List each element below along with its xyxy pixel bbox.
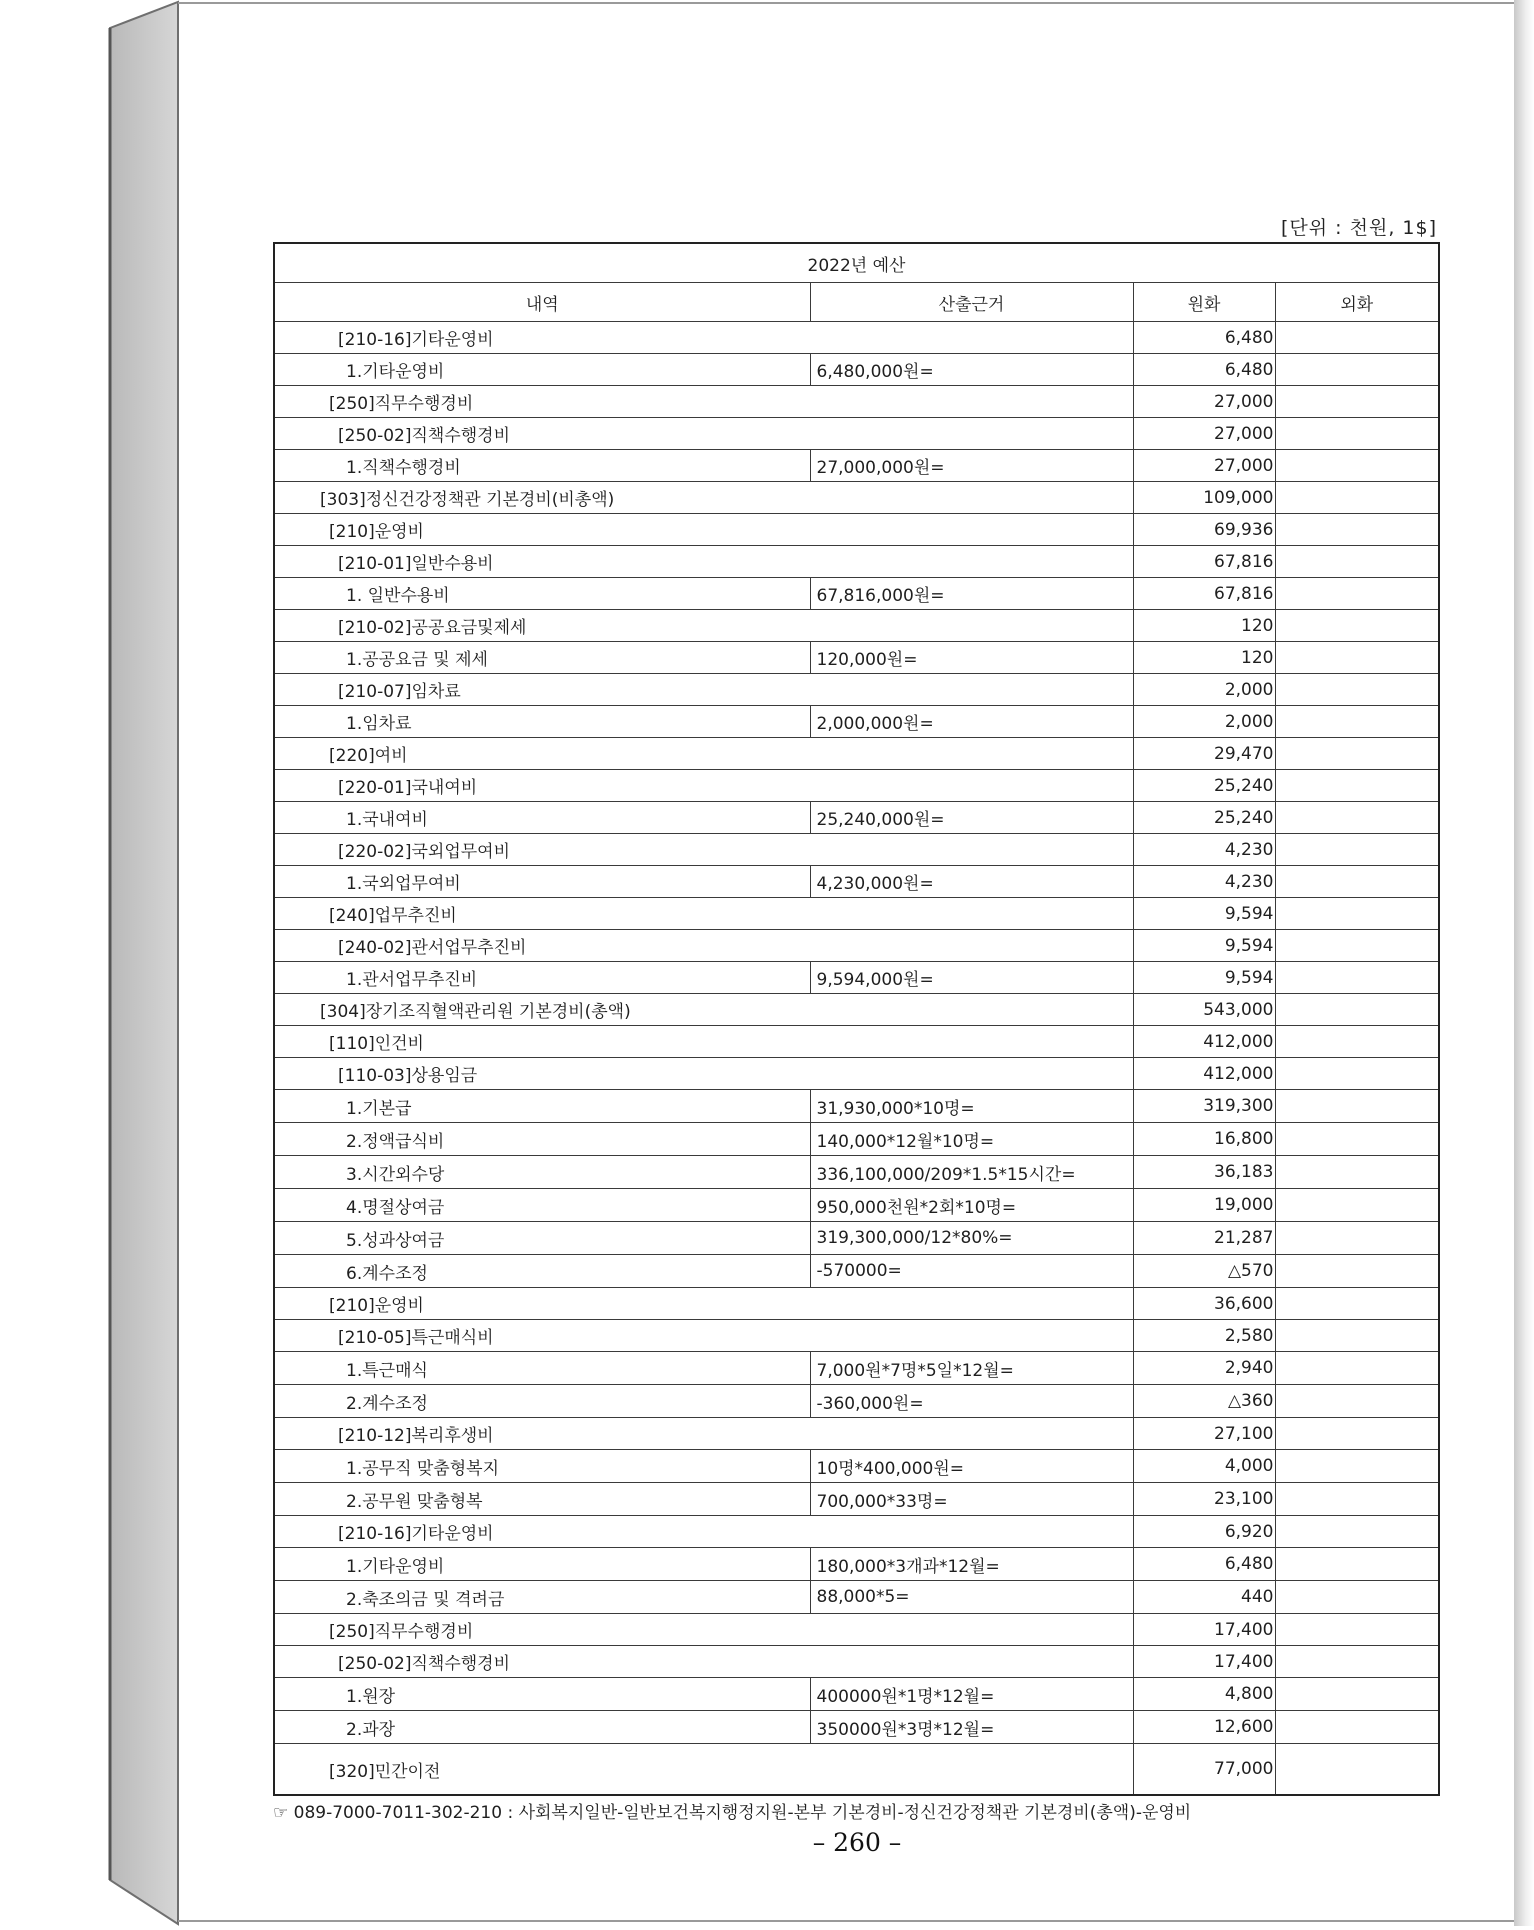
row-foreign-amount [1275,1288,1439,1320]
row-won-amount: 9,594 [1133,898,1275,930]
row-won-amount: 77,000 [1133,1744,1275,1796]
row-item-label: 1.공무직 맞춤형복지 [274,1450,810,1483]
column-header-foreign: 외화 [1275,283,1439,322]
row-item-label: 2.정액급식비 [274,1123,810,1156]
table-row [274,1288,1439,1320]
row-item-label: 1.관서업무추진비 [274,962,810,994]
table-row [274,834,1439,866]
row-foreign-amount [1275,418,1439,450]
row-item-label: 1.기타운영비 [274,354,810,386]
table-row [274,770,1439,802]
unit-note: [단위 : 천원, 1$] [1281,217,1437,239]
row-item-label: [220-02]국외업무여비 [274,834,1133,866]
table-row [274,1418,1439,1450]
row-item-label: [304]장기조직혈액관리원 기본경비(총액) [274,994,1133,1026]
column-header-basis: 산출근거 [810,283,1133,322]
table-row [274,1352,1439,1385]
row-won-amount: 23,100 [1133,1483,1275,1516]
row-foreign-amount [1275,1123,1439,1156]
row-won-amount: 25,240 [1133,802,1275,834]
row-calculation-basis: 6,480,000원= [810,354,1133,386]
row-foreign-amount [1275,1483,1439,1516]
row-item-label: [210]운영비 [274,1288,1133,1320]
row-item-label: [220-01]국내여비 [274,770,1133,802]
table-row [274,1123,1439,1156]
row-won-amount: 319,300 [1133,1090,1275,1123]
account-code-footnote: ☞ 089-7000-7011-302-210 : 사회복지일반-일반보건복지행정지원-본부 기본경비-정신건강정책관 기본경비(총액)-운영비 [273,1803,1192,1823]
row-won-amount: 27,100 [1133,1418,1275,1450]
table-row [274,322,1439,354]
table-row [274,1222,1439,1255]
row-won-amount: △360 [1133,1385,1275,1418]
row-item-label: 2.공무원 맞춤형복 [274,1483,810,1516]
table-row [274,1678,1439,1711]
row-item-label: 1.국외업무여비 [274,866,810,898]
row-calculation-basis: 88,000*5= [810,1581,1133,1614]
table-row [274,674,1439,706]
table-row [274,706,1439,738]
row-calculation-basis: 2,000,000원= [810,706,1133,738]
row-foreign-amount [1275,1711,1439,1744]
row-item-label: 5.성과상여금 [274,1222,810,1255]
row-calculation-basis: 950,000천원*2회*10명= [810,1189,1133,1222]
row-won-amount: △570 [1133,1255,1275,1288]
row-foreign-amount [1275,1450,1439,1483]
row-foreign-amount [1275,802,1439,834]
row-calculation-basis: 9,594,000원= [810,962,1133,994]
row-foreign-amount [1275,1646,1439,1678]
row-foreign-amount [1275,1614,1439,1646]
table-row [274,930,1439,962]
row-won-amount: 27,000 [1133,450,1275,482]
row-won-amount: 9,594 [1133,930,1275,962]
row-foreign-amount [1275,962,1439,994]
row-calculation-basis: 27,000,000원= [810,450,1133,482]
row-item-label: 1.기본급 [274,1090,810,1123]
row-foreign-amount [1275,1548,1439,1581]
table-row [274,610,1439,642]
row-foreign-amount [1275,546,1439,578]
row-item-label: [250-02]직책수행경비 [274,418,1133,450]
table-row [274,898,1439,930]
row-item-label: 2.과장 [274,1711,810,1744]
row-item-label: [250-02]직책수행경비 [274,1646,1133,1678]
row-foreign-amount [1275,1026,1439,1058]
row-won-amount: 9,594 [1133,962,1275,994]
row-won-amount: 4,230 [1133,834,1275,866]
row-won-amount: 2,580 [1133,1320,1275,1352]
table-row [274,1090,1439,1123]
row-item-label: [303]정신건강정책관 기본경비(비총액) [274,482,1133,514]
row-foreign-amount [1275,1255,1439,1288]
row-item-label: 4.명절상여금 [274,1189,810,1222]
row-item-label: 2.축조의금 및 격려금 [274,1581,810,1614]
row-won-amount: 21,287 [1133,1222,1275,1255]
table-row [274,578,1439,610]
table-row [274,802,1439,834]
table-row [274,1711,1439,1744]
row-foreign-amount [1275,1156,1439,1189]
row-item-label: [250]직무수행경비 [274,386,1133,418]
row-calculation-basis: 31,930,000*10명= [810,1090,1133,1123]
table-row [274,994,1439,1026]
row-item-label: 3.시간외수당 [274,1156,810,1189]
row-won-amount: 17,400 [1133,1614,1275,1646]
row-item-label: 1. 일반수용비 [274,578,810,610]
table-row [274,1026,1439,1058]
table-row [274,1156,1439,1189]
row-calculation-basis: 10명*400,000원= [810,1450,1133,1483]
row-won-amount: 36,600 [1133,1288,1275,1320]
page-bottom-edge [178,1920,1514,1922]
row-calculation-basis: 140,000*12월*10명= [810,1123,1133,1156]
row-won-amount: 4,000 [1133,1450,1275,1483]
row-item-label: 1.국내여비 [274,802,810,834]
row-won-amount: 2,000 [1133,674,1275,706]
row-foreign-amount [1275,578,1439,610]
row-foreign-amount [1275,354,1439,386]
row-won-amount: 6,480 [1133,322,1275,354]
row-item-label: 1.임차료 [274,706,810,738]
row-won-amount: 67,816 [1133,578,1275,610]
row-won-amount: 29,470 [1133,738,1275,770]
row-won-amount: 6,480 [1133,1548,1275,1581]
row-foreign-amount [1275,834,1439,866]
row-item-label: [320]민간이전 [274,1744,1133,1796]
row-item-label: [110-03]상용임금 [274,1058,1133,1090]
row-item-label: [110]인건비 [274,1026,1133,1058]
book-spine [0,0,180,1926]
row-item-label: 1.원장 [274,1678,810,1711]
row-won-amount: 6,480 [1133,354,1275,386]
table-row [274,962,1439,994]
row-won-amount: 412,000 [1133,1058,1275,1090]
row-foreign-amount [1275,738,1439,770]
row-calculation-basis: 67,816,000원= [810,578,1133,610]
row-won-amount: 6,920 [1133,1516,1275,1548]
row-foreign-amount [1275,674,1439,706]
row-item-label: [250]직무수행경비 [274,1614,1133,1646]
row-won-amount: 69,936 [1133,514,1275,546]
row-foreign-amount [1275,1418,1439,1450]
row-won-amount: 67,816 [1133,546,1275,578]
row-calculation-basis: -570000= [810,1255,1133,1288]
row-foreign-amount [1275,1352,1439,1385]
row-won-amount: 543,000 [1133,994,1275,1026]
budget-rows [274,322,1439,1796]
table-row [274,546,1439,578]
row-won-amount: 120 [1133,642,1275,674]
row-item-label: [240-02]관서업무추진비 [274,930,1133,962]
row-foreign-amount [1275,706,1439,738]
table-row [274,642,1439,674]
table-row [274,866,1439,898]
row-won-amount: 2,940 [1133,1352,1275,1385]
row-calculation-basis: 180,000*3개과*12월= [810,1548,1133,1581]
row-won-amount: 4,230 [1133,866,1275,898]
row-foreign-amount [1275,1090,1439,1123]
table-row [274,1058,1439,1090]
row-foreign-amount [1275,450,1439,482]
row-calculation-basis: 4,230,000원= [810,866,1133,898]
table-row [274,1189,1439,1222]
row-foreign-amount [1275,1222,1439,1255]
row-calculation-basis: 120,000원= [810,642,1133,674]
table-row [274,1646,1439,1678]
row-won-amount: 12,600 [1133,1711,1275,1744]
row-won-amount: 25,240 [1133,770,1275,802]
row-foreign-amount [1275,1516,1439,1548]
row-item-label: 6.계수조정 [274,1255,810,1288]
page-number: – 260 – [812,1828,902,1857]
row-won-amount: 27,000 [1133,418,1275,450]
row-won-amount: 440 [1133,1581,1275,1614]
row-item-label: [210-02]공공요금및제세 [274,610,1133,642]
row-item-label: [210]운영비 [274,514,1133,546]
row-item-label: [210-12]복리후생비 [274,1418,1133,1450]
table-row [274,1516,1439,1548]
column-header-won: 원화 [1133,283,1275,322]
row-won-amount: 16,800 [1133,1123,1275,1156]
row-won-amount: 412,000 [1133,1026,1275,1058]
table-row [274,1320,1439,1352]
row-foreign-amount [1275,930,1439,962]
table-row [274,386,1439,418]
row-foreign-amount [1275,610,1439,642]
table-row [274,1581,1439,1614]
column-header-item: 내역 [274,283,810,322]
row-foreign-amount [1275,994,1439,1026]
year-header: 2022년 예산 [274,243,1439,283]
row-foreign-amount [1275,1320,1439,1352]
table-row [274,1548,1439,1581]
row-item-label: [240]업무추진비 [274,898,1133,930]
table-row [274,1385,1439,1418]
row-calculation-basis: 336,100,000/209*1.5*15시간= [810,1156,1133,1189]
page-top-edge [178,2,1514,4]
row-won-amount: 109,000 [1133,482,1275,514]
row-item-label: [210-16]기타운영비 [274,322,1133,354]
row-item-label: 1.특근매식 [274,1352,810,1385]
table-row [274,354,1439,386]
row-item-label: 1.공공요금 및 제세 [274,642,810,674]
budget-table [273,242,1440,1796]
row-foreign-amount [1275,770,1439,802]
row-foreign-amount [1275,1744,1439,1796]
row-foreign-amount [1275,386,1439,418]
row-foreign-amount [1275,1678,1439,1711]
table-row [274,1744,1439,1796]
row-foreign-amount [1275,1581,1439,1614]
table-row [274,514,1439,546]
row-calculation-basis: 350000원*3명*12월= [810,1711,1133,1744]
row-foreign-amount [1275,898,1439,930]
row-foreign-amount [1275,866,1439,898]
table-row [274,1614,1439,1646]
table-row [274,1450,1439,1483]
row-calculation-basis: 7,000원*7명*5일*12월= [810,1352,1133,1385]
row-item-label: 2.계수조정 [274,1385,810,1418]
row-calculation-basis: 400000원*1명*12월= [810,1678,1133,1711]
table-row [274,482,1439,514]
row-foreign-amount [1275,642,1439,674]
row-won-amount: 120 [1133,610,1275,642]
row-foreign-amount [1275,1385,1439,1418]
row-item-label: 1.기타운영비 [274,1548,810,1581]
table-row [274,1255,1439,1288]
row-foreign-amount [1275,322,1439,354]
row-foreign-amount [1275,482,1439,514]
row-item-label: [210-07]임차료 [274,674,1133,706]
row-item-label: [210-16]기타운영비 [274,1516,1133,1548]
row-won-amount: 2,000 [1133,706,1275,738]
row-won-amount: 19,000 [1133,1189,1275,1222]
table-row [274,450,1439,482]
row-foreign-amount [1275,1058,1439,1090]
row-item-label: 1.직책수행경비 [274,450,810,482]
row-calculation-basis: 319,300,000/12*80%= [810,1222,1133,1255]
table-row [274,1483,1439,1516]
row-item-label: [210-01]일반수용비 [274,546,1133,578]
row-won-amount: 36,183 [1133,1156,1275,1189]
row-won-amount: 27,000 [1133,386,1275,418]
row-won-amount: 17,400 [1133,1646,1275,1678]
row-foreign-amount [1275,1189,1439,1222]
row-won-amount: 4,800 [1133,1678,1275,1711]
row-item-label: [220]여비 [274,738,1133,770]
row-calculation-basis: -360,000원= [810,1385,1133,1418]
row-calculation-basis: 25,240,000원= [810,802,1133,834]
table-row [274,418,1439,450]
row-calculation-basis: 700,000*33명= [810,1483,1133,1516]
table-row [274,738,1439,770]
row-foreign-amount [1275,514,1439,546]
page-right-shadow [1514,0,1534,1926]
row-item-label: [210-05]특근매식비 [274,1320,1133,1352]
